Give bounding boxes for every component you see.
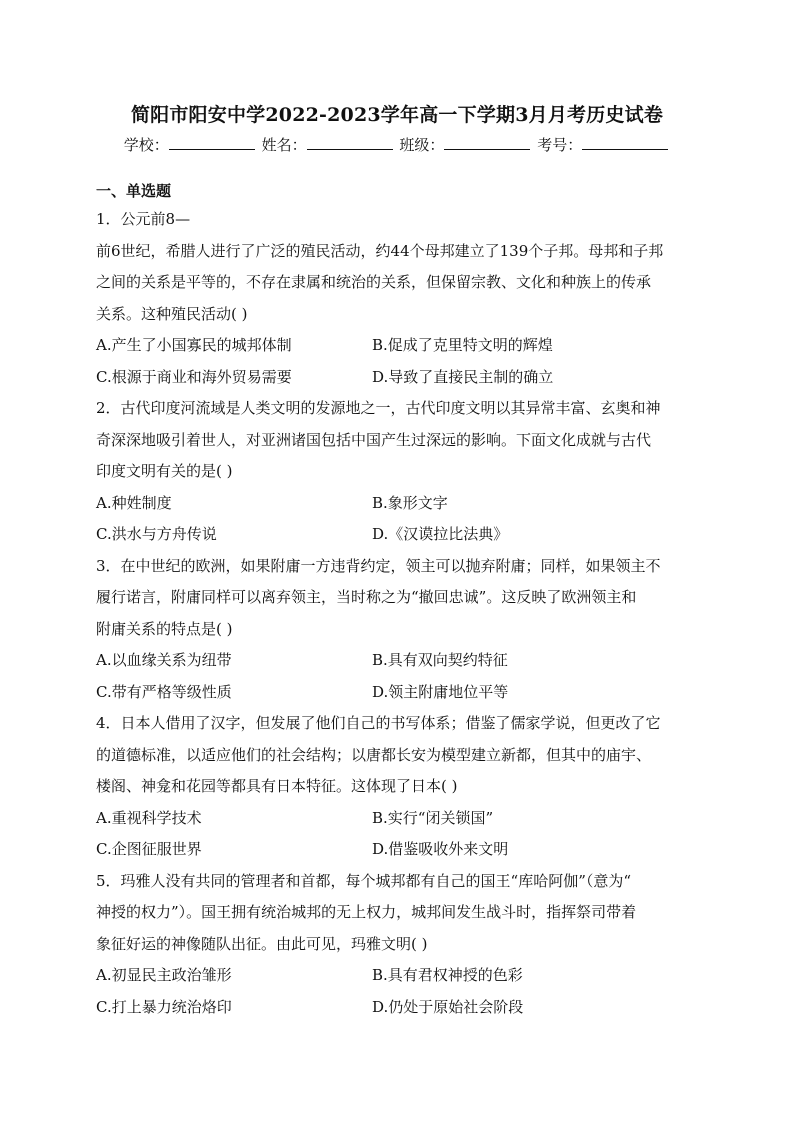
option-a: A.以血缘关系为纽带: [96, 651, 232, 669]
option-b: B.具有双向契约特征: [372, 651, 508, 669]
option-b: B.象形文字: [372, 493, 448, 512]
option-d: D.导致了直接民主制的确立: [372, 367, 554, 386]
question-stem: [96, 551, 700, 646]
stem-line: 奇深深地吸引着世人，对亚洲诸国包括中国产生过深远的影响。下面文化成就与古代: [96, 430, 652, 449]
question-5: [96, 866, 700, 1024]
stem-line: 神授的权力”）。国王拥有统治城邦的无上权力，城邦间发生战斗时，指挥祭司带着: [96, 903, 637, 921]
stem-line: 印度文明有关的是( ): [96, 462, 233, 480]
question-2: [96, 393, 700, 551]
option-c: C.带有严格等级性质: [96, 682, 232, 701]
options: [96, 803, 700, 866]
stem-line: 4．日本人借用了汉字，但发展了他们自己的书写体系；借鉴了儒家学说，但更改了它: [96, 714, 661, 732]
stem-line: 象征好运的神像随队出征。由此可见，玛雅文明( ): [96, 934, 428, 953]
school-blank[interactable]: [169, 135, 255, 150]
stem-line: 关系。这种殖民活动( ): [96, 304, 248, 323]
stem-line: 之间的关系是平等的，不存在隶属和统治的关系，但保留宗教、文化和种族上的传承: [96, 273, 652, 291]
option-b: B.促成了克里特文明的辉煌: [372, 336, 553, 354]
stem-line: 前6世纪，希腊人进行了广泛的殖民活动，约44个母邦建立了139个子邦。母邦和子邦: [96, 241, 664, 260]
stem-line: 履行诺言，附庸同样可以离弃领主，当时称之为“撤回忠诚”。这反映了欧洲领主和: [96, 588, 637, 606]
option-a: A.种姓制度: [96, 493, 172, 512]
school-label: 学校：: [123, 136, 169, 154]
class-label: 班级：: [399, 136, 445, 154]
page-title: 简阳市阳安中学2022-2023学年高一下学期3月月考历史试卷: [130, 104, 664, 126]
question-1: [96, 204, 700, 393]
question-stem: [96, 866, 700, 961]
question-stem: [96, 708, 700, 803]
question-stem: [96, 204, 700, 330]
option-b: B.具有君权神授的色彩: [372, 966, 523, 984]
options: [96, 645, 700, 708]
section-heading: 一、单选题: [96, 182, 172, 200]
options: [96, 960, 700, 1023]
stem-line: 附庸关系的特点是( ): [96, 619, 233, 638]
question-stem: [96, 393, 700, 488]
stem-line: 3．在中世纪的欧洲，如果附庸一方违背约定，领主可以抛弃附庸；同样，如果领主不: [96, 556, 661, 575]
exam-number-label: 考号：: [537, 136, 583, 154]
stem-line: 2．古代印度河流域是人类文明的发源地之一，古代印度文明以其异常丰富、玄奥和神: [96, 399, 661, 417]
option-c: C.打上暴力统治烙印: [96, 997, 232, 1016]
option-d: D.《汉谟拉比法典》: [372, 525, 509, 543]
name-label: 姓名：: [261, 136, 307, 154]
stem-line: 的道德标准，以适应他们的社会结构；以唐都长安为模型建立新都，但其中的庙宇、: [96, 745, 652, 764]
stem-line: 楼阁、神龛和花园等都具有日本特征。这体现了日本( ): [96, 777, 458, 795]
question-3: [96, 551, 700, 709]
exam-number-blank[interactable]: [582, 135, 668, 150]
student-info-line: [0, 134, 794, 155]
option-d: D.仍处于原始社会阶段: [372, 997, 524, 1016]
option-a: A.产生了小国寡民的城邦体制: [96, 336, 292, 354]
class-blank[interactable]: [444, 135, 530, 150]
option-c: C.企图征服世界: [96, 840, 202, 858]
options: [96, 330, 700, 393]
option-c: C.根源于商业和海外贸易需要: [96, 367, 292, 386]
option-d: D.借鉴吸收外来文明: [372, 840, 509, 858]
stem-line: 1．公元前8—: [96, 210, 191, 228]
option-d: D.领主附庸地位平等: [372, 682, 509, 701]
option-a: A.重视科学技术: [96, 808, 202, 827]
stem-line: 5．玛雅人没有共同的管理者和首都，每个城邦都有自己的国王“库哈阿伽”（意为“: [96, 871, 632, 890]
options: [96, 488, 700, 551]
question-list: [96, 204, 700, 1023]
question-4: [96, 708, 700, 866]
option-b: B.实行“闭关锁国”: [372, 808, 494, 827]
name-blank[interactable]: [307, 135, 393, 150]
option-c: C.洪水与方舟传说: [96, 525, 217, 543]
option-a: A.初显民主政治雏形: [96, 966, 232, 984]
